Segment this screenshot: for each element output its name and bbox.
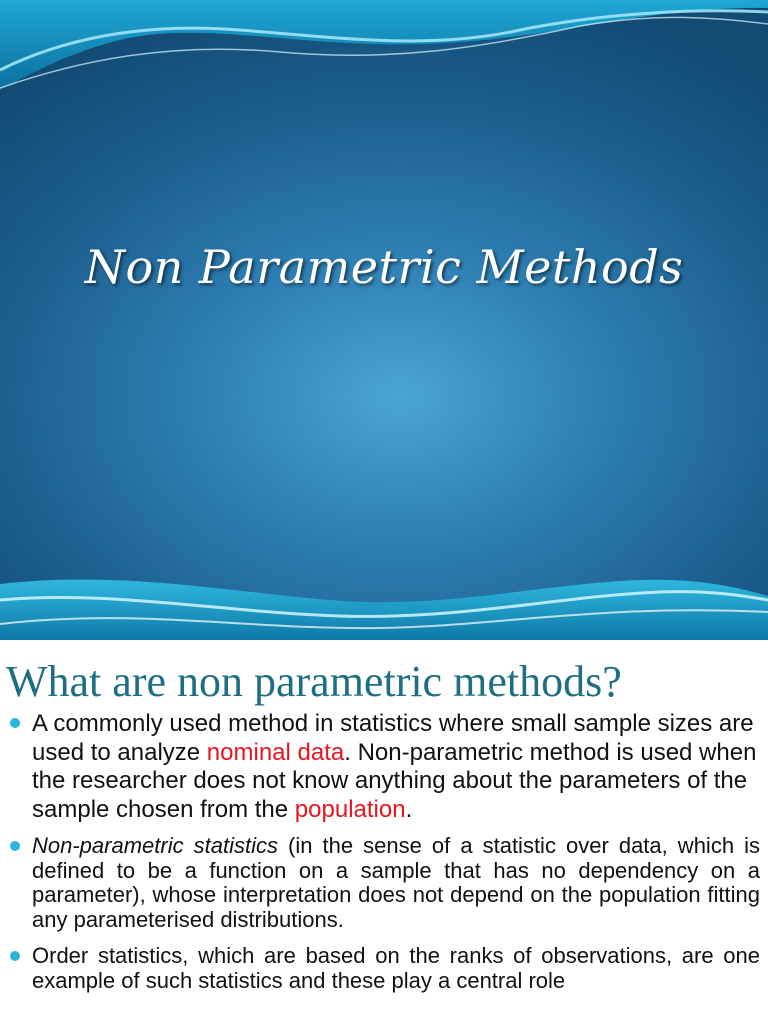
nominal-data-link[interactable]: nominal data <box>206 738 345 766</box>
bullet-dot-icon <box>10 841 20 851</box>
bullet-item-3 <box>8 944 760 993</box>
bullet-dot-icon <box>10 951 20 961</box>
population-link[interactable]: population <box>294 795 406 823</box>
content-slide <box>0 640 768 1024</box>
bullet-dot-icon <box>10 718 20 728</box>
bullet-1-text-c: . <box>405 795 413 823</box>
bullet-item-2 <box>8 834 760 932</box>
bullet-1-text-a: A commonly used method in statistics where small sample sizes are used to analyze <box>32 710 754 766</box>
bullet-2-term: Non-parametric statistics <box>32 833 278 858</box>
bullet-3-text: Order statistics, which are based on the ranks of observations, are one example of such statistics and these play a central role <box>32 943 760 993</box>
bullet-list <box>8 710 760 993</box>
slide-title: Non Parametric Methods <box>84 240 684 294</box>
bullet-1-text-b: . Non-parametric method is used when the researcher does not know anything about the parameters of the sample chosen from the <box>32 738 757 823</box>
bottom-wave-band <box>0 579 768 640</box>
bullet-2-text: (in the sense of a statistic over data, which is defined to be a function on a sample that has no dependency on a parameter), whose interpretation does not depend on the population fitting any parameterised distributions. <box>32 833 760 932</box>
slide-heading: What are non parametric methods? <box>6 657 622 706</box>
bullet-item-1 <box>8 710 760 824</box>
